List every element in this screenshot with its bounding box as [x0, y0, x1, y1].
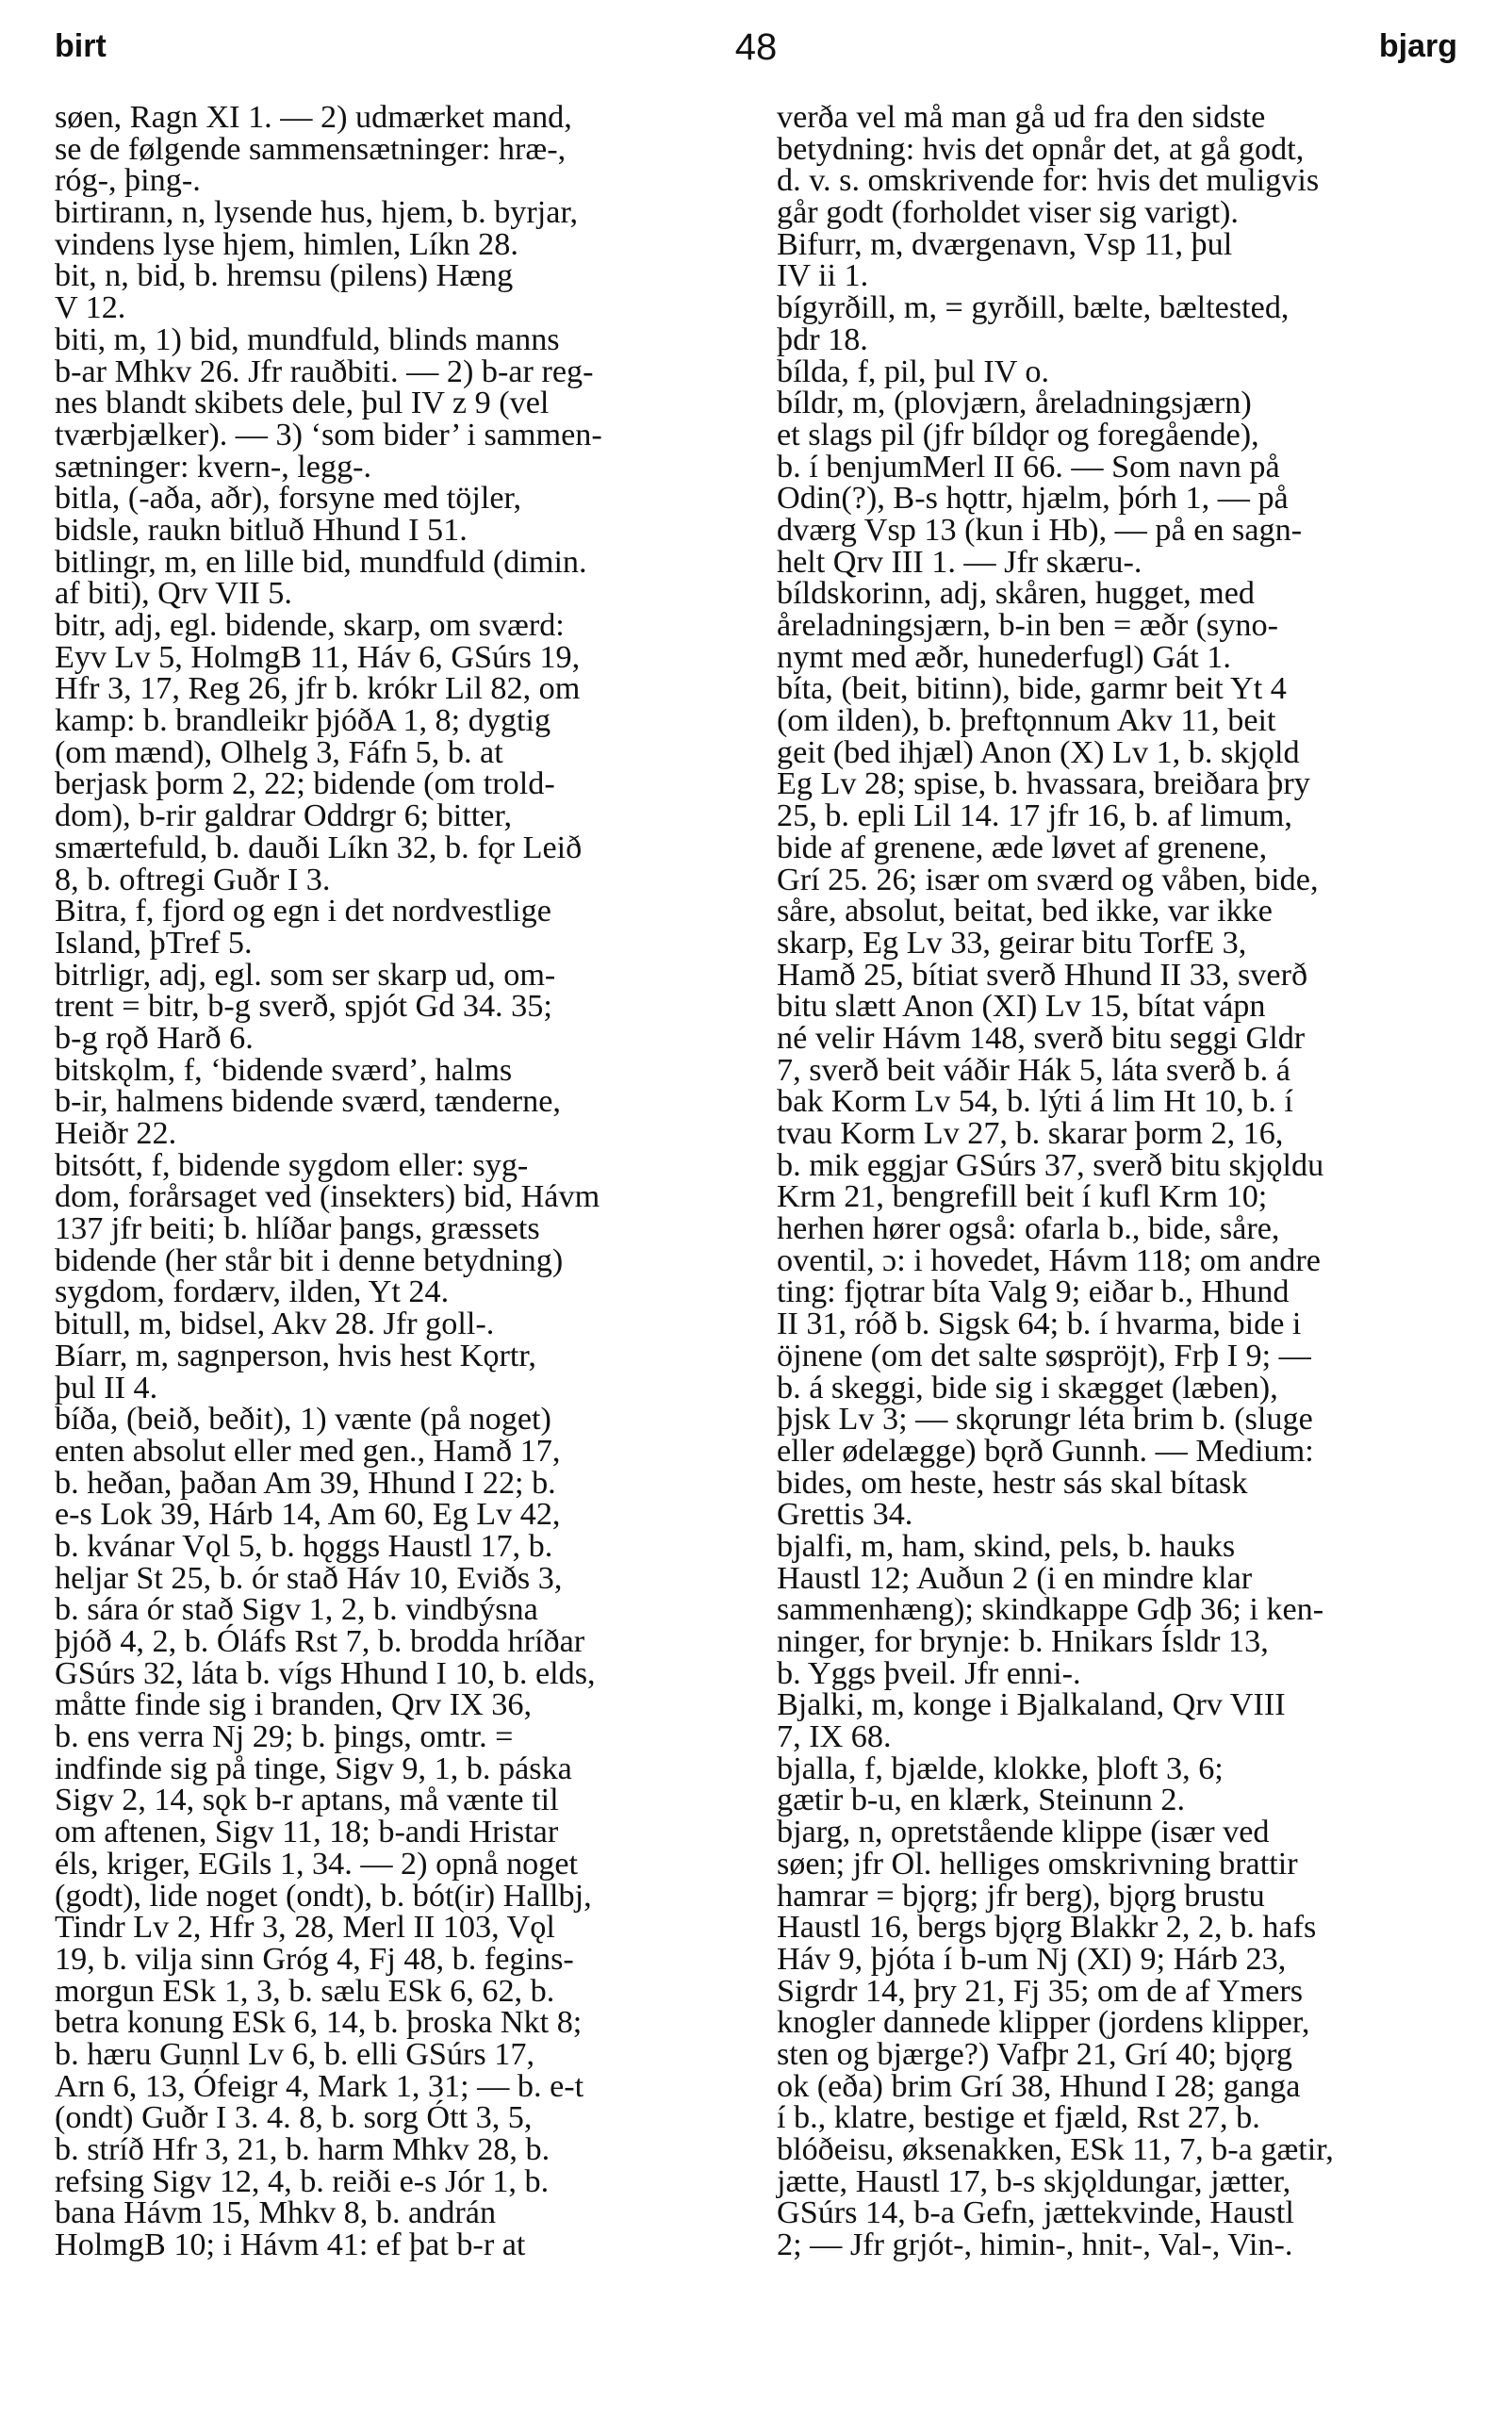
- text-line: Odin(?), B-s hǫttr, hjælm, þórh 1, — på: [777, 481, 1289, 517]
- text-line: et slags pil (jfr bíldǫr og foregående),: [777, 417, 1259, 452]
- text-line: Tindr Lv 2, Hfr 3, 28, Merl II 103, Vǫl: [55, 1910, 555, 1946]
- text-line: e-s Lok 39, Hárb 14, Am 60, Eg Lv 42,: [55, 1497, 561, 1533]
- text-line: ninger, for brynje: b. Hnikars Ísldr 13,: [777, 1624, 1269, 1659]
- text-line: går godt (forholdet viser sig varigt).: [777, 195, 1239, 231]
- text-line: b. Yggs þveil. Jfr enni-.: [777, 1655, 1081, 1691]
- text-line: 2; — Jfr grjót-, himin-, hnit-, Val-, Vin-.: [777, 2227, 1293, 2263]
- text-line: såre, absolut, beitat, bed ikke, var ikke: [777, 894, 1273, 929]
- text-line: (om ilden), b. þreftǫnnum Akv 11, beit: [777, 703, 1276, 739]
- text-line: Bifurr, m, dværgenavn, Vsp 11, þul: [777, 226, 1233, 262]
- text-line: sygdom, fordærv, ilden, Yt 24.: [55, 1274, 450, 1310]
- text-line: herhen hører også: ofarla b., bide, såre,: [777, 1211, 1280, 1247]
- text-line: se de følgende sammensætninger: hræ-,: [55, 131, 567, 167]
- text-line: nes blandt skibets dele, þul IV z 9 (vel: [55, 386, 550, 421]
- text-line: Krm 21, bengrefill beit í kufl Krm 10;: [777, 1179, 1268, 1215]
- text-line: Sigv 2, 14, sǫk b-r aptans, må vænte til: [55, 1783, 559, 1818]
- text-line: Sigrdr 14, þry 21, Fj 35; om de af Ymers: [777, 1973, 1304, 2009]
- text-line: b. ens verra Nj 29; b. þings, omtr. =: [55, 1719, 514, 1755]
- text-line: smærtefuld, b. dauði Líkn 32, b. fǫr Leið: [55, 830, 583, 865]
- text-line: bide af grenene, æde løvet af grenene,: [777, 830, 1268, 865]
- text-line: Eg Lv 28; spise, b. hvassara, breiðara þry: [777, 766, 1310, 802]
- text-line: Haustl 16, bergs bjǫrg Blakkr 2, 2, b. hafs: [777, 1910, 1317, 1946]
- text-line: Eyv Lv 5, HolmgB 11, Háv 6, GSúrs 19,: [55, 639, 581, 675]
- text-line: tværbjælker). — 3) ‘som bider’ i sammen-: [55, 417, 602, 452]
- text-line: bjalla, f, bjælde, klokke, þloft 3, 6;: [777, 1750, 1224, 1786]
- text-line: 137 jfr beiti; b. hlíðar þangs, græssets: [55, 1211, 540, 1247]
- text-line: í b., klatre, bestige et fjæld, Rst 27, b.: [777, 2100, 1260, 2136]
- text-line: II 31, róð b. Sigsk 64; b. í hvarma, bide i: [777, 1307, 1302, 1342]
- page-number: 48: [734, 26, 778, 68]
- text-line: b. mik eggjar GSúrs 37, sverð bitu skjǫldu: [777, 1147, 1324, 1183]
- text-line: þjóð 4, 2, b. Óláfs Rst 7, b. brodda hríðar: [55, 1624, 585, 1659]
- text-line: ok (eða) brim Grí 38, Hhund I 28; ganga: [777, 2068, 1301, 2104]
- text-line: HolmgB 10; i Hávm 41: ef þat b-r at: [55, 2227, 526, 2263]
- text-line: bíldskorinn, adj, skåren, hugget, med: [777, 576, 1256, 612]
- text-line: trent = bitr, b-g sverð, spjót Gd 34. 35;: [55, 989, 552, 1025]
- text-line: dom, forårsaget ved (insekters) bid, Hávm: [55, 1179, 600, 1215]
- text-line: helt Qrv III 1. — Jfr skæru-.: [777, 544, 1142, 580]
- text-line: b. í benjumMerl II 66. — Som navn på: [777, 449, 1280, 485]
- text-line: nymt med æðr, hunederfugl) Gát 1.: [777, 639, 1231, 675]
- text-line: bitla, (-aða, aðr), forsyne med töjler,: [55, 481, 522, 517]
- text-line: bitsótt, f, bidende sygdom eller: syg-: [55, 1147, 529, 1183]
- text-line: þul II 4.: [55, 1370, 158, 1405]
- text-line: éls, kriger, EGils 1, 34. — 2) opnå noget: [55, 1846, 579, 1882]
- text-line: jætte, Haustl 17, b-s skjǫldungar, jætter,: [777, 2163, 1291, 2199]
- text-line: (om mænd), Olhelg 3, Fáfn 5, b. at: [55, 734, 503, 770]
- text-line: oventil, ɔ: i hovedet, Hávm 118; om andre: [777, 1242, 1321, 1278]
- text-line: måtte finde sig i branden, Qrv IX 36,: [55, 1687, 533, 1723]
- text-line: róg-, þing-.: [55, 163, 201, 199]
- text-line: bjalfi, m, ham, skind, pels, b. hauks: [777, 1528, 1236, 1564]
- text-line: Bjalki, m, konge i Bjalkaland, Qrv VIII: [777, 1687, 1286, 1723]
- text-line: betra konung ESk 6, 14, b. þroska Nkt 8;: [55, 2005, 583, 2041]
- text-line: bílda, f, pil, þul IV o.: [777, 353, 1049, 389]
- text-line: b. á skeggi, bide sig i skægget (læben),: [777, 1370, 1278, 1405]
- text-line: heljar St 25, b. ór stað Háv 10, Eviðs 3,: [55, 1560, 563, 1596]
- text-line: bitr, adj, egl. bidende, skarp, om sværd:: [55, 608, 565, 643]
- text-line: b-ar Mhkv 26. Jfr rauðbiti. — 2) b-ar reg-: [55, 353, 594, 389]
- text-line: refsing Sigv 12, 4, b. reiði e-s Jór 1, b.: [55, 2163, 550, 2199]
- text-line: Grí 25. 26; især om sværd og våben, bide,: [777, 862, 1319, 897]
- text-line: V 12.: [55, 290, 126, 326]
- text-line: sammenhæng); skindkappe Gdþ 36; i ken-: [777, 1592, 1324, 1628]
- text-line: (godt), lide noget (ondt), b. bót(ir) Hallbj,: [55, 1878, 592, 1914]
- text-line: 19, b. vilja sinn Gróg 4, Fj 48, b. fegins-: [55, 1941, 574, 1977]
- text-line: Heiðr 22.: [55, 1116, 177, 1151]
- text-line: öjnene (om det salte søspröjt), Frþ I 9; —: [777, 1338, 1311, 1373]
- text-line: bides, om heste, hestr sás skal bítask: [777, 1465, 1248, 1501]
- text-line: þdr 18.: [777, 321, 868, 357]
- text-line: bidende (her står bit i denne betydning): [55, 1242, 564, 1278]
- text-line: sten og bjærge?) Vafþr 21, Grí 40; bjǫrg: [777, 2036, 1292, 2072]
- text-line: kamp: b. brandleikr þjóðA 1, 8; dygtig: [55, 703, 551, 739]
- text-line: bak Korm Lv 54, b. lýti á lim Ht 10, b. í: [777, 1084, 1293, 1120]
- text-line: søen, Ragn XI 1. — 2) udmærket mand,: [55, 100, 572, 135]
- text-line: (ondt) Guðr I 3. 4. 8, b. sorg Ótt 3, 5,: [55, 2100, 533, 2136]
- text-line: eller ødelægge) bǫrð Gunnh. — Medium:: [777, 1433, 1314, 1469]
- text-line: 7, sverð beit váðir Hák 5, láta sverð b. á: [777, 1052, 1290, 1088]
- text-line: åreladningsjærn, b-in ben = æðr (syno-: [777, 608, 1278, 643]
- text-line: bitlingr, m, en lille bid, mundfuld (dimin.: [55, 544, 587, 580]
- text-line: morgun ESk 1, 3, b. sælu ESk 6, 62, b.: [55, 1973, 555, 2009]
- right-guide-word: bjarg: [1378, 28, 1457, 64]
- text-line: geit (bed ihjæl) Anon (X) Lv 1, b. skjǫld: [777, 734, 1300, 770]
- text-line: af biti), Qrv VII 5.: [55, 576, 292, 612]
- text-line: b-g rǫð Harð 6.: [55, 1020, 254, 1056]
- text-line: bíða, (beið, beðit), 1) vænte (på noget): [55, 1402, 551, 1438]
- text-line: tvau Korm Lv 27, b. skarar þorm 2, 16,: [777, 1116, 1284, 1151]
- text-line: bíldr, m, (plovjærn, åreladningsjærn): [777, 386, 1252, 421]
- text-line: enten absolut eller med gen., Hamð 17,: [55, 1433, 561, 1469]
- text-line: b. hæru Gunnl Lv 6, b. elli GSúrs 17,: [55, 2036, 535, 2072]
- text-line: knogler dannede klipper (jordens klipper,: [777, 2005, 1310, 2041]
- text-line: b-ir, halmens bidende sværd, tænderne,: [55, 1084, 561, 1120]
- left-column: [55, 102, 735, 2261]
- text-line: hamrar = bjǫrg; jfr berg), bjǫrg brustu: [777, 1878, 1265, 1914]
- text-line: dom), b-rir galdrar Oddrgr 6; bitter,: [55, 798, 513, 834]
- text-line: bana Hávm 15, Mhkv 8, b. andrán: [55, 2195, 497, 2231]
- text-line: søen; jfr Ol. helliges omskrivning brattir: [777, 1846, 1298, 1882]
- page-header: [55, 28, 1457, 75]
- text-line: bígyrðill, m, = gyrðill, bælte, bæltested,: [777, 290, 1290, 326]
- text-line: ting: fjǫtrar bíta Valg 9; eiðar b., Hhund: [777, 1274, 1290, 1310]
- right-column: [777, 102, 1457, 2261]
- text-line: berjask þorm 2, 22; bidende (om trold-: [55, 766, 555, 802]
- text-line: Hfr 3, 17, Reg 26, jfr b. krókr Lil 82, om: [55, 671, 581, 707]
- text-line: bitrligr, adj, egl. som ser skarp ud, om-: [55, 957, 556, 993]
- text-line: b. sára ór stað Sigv 1, 2, b. vindbýsna: [55, 1592, 538, 1628]
- text-line: Arn 6, 13, Ófeigr 4, Mark 1, 31; — b. e-t: [55, 2068, 584, 2104]
- text-line: 8, b. oftregi Guðr I 3.: [55, 862, 331, 897]
- text-line: b. kvánar Vǫl 5, b. hǫggs Haustl 17, b.: [55, 1528, 553, 1564]
- text-line: Bitra, f, fjord og egn i det nordvestlige: [55, 894, 551, 929]
- text-line: Grettis 34.: [777, 1497, 913, 1533]
- text-line: b. heðan, þaðan Am 39, Hhund I 22; b.: [55, 1465, 556, 1501]
- text-line: Island, þTref 5.: [55, 925, 253, 961]
- text-line: sætninger: kvern-, legg-.: [55, 449, 372, 485]
- text-line: Haustl 12; Auðun 2 (i en mindre klar: [777, 1560, 1253, 1596]
- text-line: verða vel må man gå ud fra den sidste: [777, 100, 1266, 135]
- text-line: d. v. s. omskrivende for: hvis det muligvis: [777, 163, 1320, 199]
- text-line: GSúrs 32, láta b. vígs Hhund I 10, b. elds,: [55, 1655, 596, 1691]
- text-line: IV ii 1.: [777, 258, 869, 294]
- text-line: bit, n, bid, b. hremsu (pilens) Hæng: [55, 258, 514, 294]
- text-line: Bíarr, m, sagnperson, hvis hest Kǫrtr,: [55, 1338, 536, 1373]
- text-line: bitu slætt Anon (XI) Lv 15, bítat vápn: [777, 989, 1266, 1025]
- text-line: blóðeisu, øksenakken, ESk 11, 7, b-a gætir,: [777, 2132, 1334, 2167]
- text-line: bjarg, n, opretstående klippe (især ved: [777, 1815, 1270, 1850]
- left-guide-word: birt: [55, 28, 107, 64]
- text-line: Hamð 25, bítiat sverð Hhund II 33, sverð: [777, 957, 1308, 993]
- text-line: dværg Vsp 13 (kun i Hb), — på en sagn-: [777, 512, 1303, 548]
- text-line: né velir Hávm 148, sverð bitu seggi Gldr: [777, 1020, 1306, 1056]
- text-line: biti, m, 1) bid, mundfuld, blinds manns: [55, 321, 560, 357]
- text-line: 25, b. epli Lil 14. 17 jfr 16, b. af limum,: [777, 798, 1292, 834]
- text-line: om aftenen, Sigv 11, 18; b-andi Hristar: [55, 1815, 559, 1850]
- text-line: bidsle, raukn bitluð Hhund I 51.: [55, 512, 468, 548]
- text-line: 7, IX 68.: [777, 1719, 892, 1755]
- text-line: b. stríð Hfr 3, 21, b. harm Mhkv 28, b.: [55, 2132, 551, 2167]
- text-line: bitull, m, bidsel, Akv 28. Jfr goll-.: [55, 1307, 495, 1342]
- text-line: þjsk Lv 3; — skǫrungr léta brim b. (sluge: [777, 1402, 1313, 1438]
- text-line: indfinde sig på tinge, Sigv 9, 1, b. páska: [55, 1750, 572, 1786]
- text-line: Háv 9, þjóta í b-um Nj (XI) 9; Hárb 23,: [777, 1941, 1287, 1977]
- text-line: skarp, Eg Lv 33, geirar bitu TorfE 3,: [777, 925, 1247, 961]
- text-line: vindens lyse hjem, himlen, Líkn 28.: [55, 226, 518, 262]
- text-line: birtirann, n, lysende hus, hjem, b. byrjar,: [55, 195, 579, 231]
- text-line: betydning: hvis det opnår det, at gå godt,: [777, 131, 1305, 167]
- text-line: bíta, (beit, bitinn), bide, garmr beit Yt 4: [777, 671, 1287, 707]
- text-line: bitskǫlm, f, ‘bidende sværd’, halms: [55, 1052, 513, 1088]
- text-line: GSúrs 14, b-a Gefn, jættekvinde, Haustl: [777, 2195, 1294, 2231]
- text-line: gætir b-u, en klærk, Steinunn 2.: [777, 1783, 1186, 1818]
